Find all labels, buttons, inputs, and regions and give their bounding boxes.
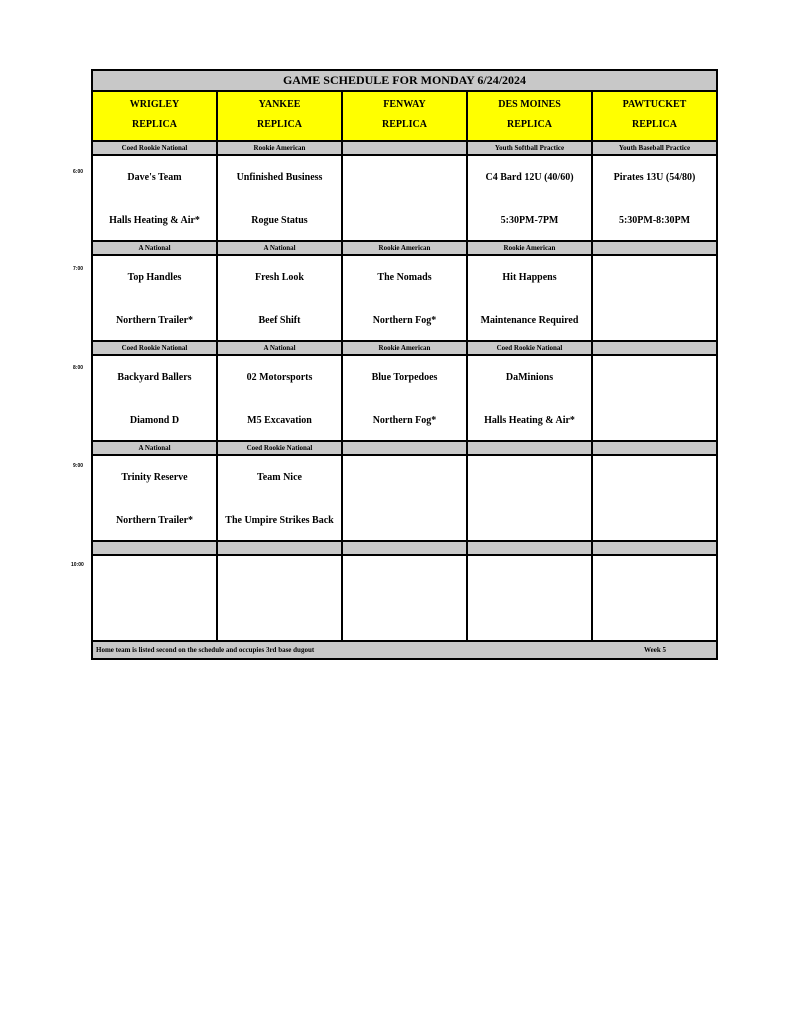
home-team: Halls Heating & Air* xyxy=(484,415,575,426)
field-name: WRIGLEY xyxy=(129,99,180,110)
division-label: A National xyxy=(93,442,218,454)
game-cell xyxy=(343,356,468,440)
away-team: Hit Happens xyxy=(502,272,557,283)
division-label: Rookie American xyxy=(468,242,593,254)
game-cell xyxy=(468,156,593,240)
game-cell xyxy=(593,156,716,240)
division-label xyxy=(218,542,343,554)
schedule-table xyxy=(91,69,718,660)
game-cell xyxy=(343,556,468,640)
game-cell xyxy=(218,456,343,540)
division-row xyxy=(93,542,716,556)
division-label xyxy=(593,242,716,254)
division-label xyxy=(343,142,468,154)
division-label xyxy=(93,542,218,554)
game-cell xyxy=(593,456,716,540)
away-team: Dave's Team xyxy=(127,172,182,183)
division-label xyxy=(343,442,468,454)
away-team: 02 Motorsports xyxy=(246,372,313,383)
game-row xyxy=(93,356,716,442)
home-team: Northern Trailer* xyxy=(115,315,194,326)
division-row xyxy=(93,142,716,156)
game-cell xyxy=(468,356,593,440)
game-cell xyxy=(593,256,716,340)
field-name: DES MOINES xyxy=(498,99,561,110)
time-label: 6:00 xyxy=(73,169,84,175)
home-team: Northern Fog* xyxy=(372,315,437,326)
home-team: Diamond D xyxy=(129,415,180,426)
field-header-pawtucket xyxy=(593,92,716,140)
field-header-fenway xyxy=(343,92,468,140)
division-label xyxy=(593,442,716,454)
division-label: Rookie American xyxy=(343,242,468,254)
home-team: The Umpire Strikes Back xyxy=(225,515,334,526)
field-type: REPLICA xyxy=(256,119,302,130)
game-cell xyxy=(343,456,468,540)
away-team: The Nomads xyxy=(377,272,432,283)
home-team: Maintenance Required xyxy=(480,315,579,326)
away-team: Unfinished Business xyxy=(236,172,323,183)
game-cell xyxy=(343,256,468,340)
away-team: DaMinions xyxy=(505,372,554,383)
home-team: Halls Heating & Air* xyxy=(109,215,200,226)
game-row xyxy=(93,456,716,542)
division-row xyxy=(93,342,716,356)
game-cell xyxy=(593,556,716,640)
game-row xyxy=(93,256,716,342)
field-name: PAWTUCKET xyxy=(622,99,687,110)
time-label: 10:00 xyxy=(71,562,84,568)
home-team: Northern Trailer* xyxy=(115,515,194,526)
away-team: Team Nice xyxy=(257,472,302,483)
home-team: Northern Fog* xyxy=(372,415,437,426)
field-header-row xyxy=(93,92,716,142)
division-label: A National xyxy=(93,242,218,254)
division-label xyxy=(593,542,716,554)
week-label: Week 5 xyxy=(644,646,666,654)
game-cell xyxy=(93,556,218,640)
game-cell xyxy=(343,156,468,240)
game-cell xyxy=(93,256,218,340)
time-label: 8:00 xyxy=(73,365,84,371)
game-cell xyxy=(218,156,343,240)
time-label: 9:00 xyxy=(73,463,84,469)
field-type: REPLICA xyxy=(631,119,677,130)
field-type: REPLICA xyxy=(131,119,177,130)
footer-row xyxy=(93,642,716,658)
division-label: Rookie American xyxy=(343,342,468,354)
game-cell xyxy=(468,556,593,640)
division-label: Coed Rookie National xyxy=(218,442,343,454)
division-row xyxy=(93,242,716,256)
time-label: 7:00 xyxy=(73,266,84,272)
away-team: Fresh Look xyxy=(255,272,304,283)
game-row xyxy=(93,156,716,242)
game-cell xyxy=(218,356,343,440)
home-team: Rogue Status xyxy=(251,215,308,226)
division-row xyxy=(93,442,716,456)
game-row xyxy=(93,556,716,642)
game-cell xyxy=(468,256,593,340)
division-label: A National xyxy=(218,342,343,354)
game-cell xyxy=(218,256,343,340)
game-cell xyxy=(218,556,343,640)
field-name: FENWAY xyxy=(383,99,426,110)
field-type: REPLICA xyxy=(506,119,552,130)
division-label xyxy=(468,542,593,554)
away-team: Top Handles xyxy=(127,272,182,283)
field-header-wrigley xyxy=(93,92,218,140)
division-label xyxy=(593,342,716,354)
away-team: Pirates 13U (54/80) xyxy=(613,172,696,183)
division-label: Coed Rookie National xyxy=(93,342,218,354)
division-label: A National xyxy=(218,242,343,254)
away-team: Blue Torpedoes xyxy=(371,372,438,383)
division-label xyxy=(468,442,593,454)
game-cell xyxy=(93,156,218,240)
field-header-des-moines xyxy=(468,92,593,140)
division-label: Coed Rookie National xyxy=(93,142,218,154)
home-team: 5:30PM-7PM xyxy=(500,215,559,226)
field-header-yankee xyxy=(218,92,343,140)
schedule-title: GAME SCHEDULE FOR MONDAY 6/24/2024 xyxy=(93,71,716,92)
division-label: Rookie American xyxy=(218,142,343,154)
home-team: Beef Shift xyxy=(258,315,301,326)
field-type: REPLICA xyxy=(381,119,427,130)
home-team: 5:30PM-8:30PM xyxy=(618,215,691,226)
game-cell xyxy=(593,356,716,440)
time-slots xyxy=(93,142,716,642)
home-team-note: Home team is listed second on the schedule and occupies 3rd base dugout xyxy=(96,646,315,654)
away-team: Trinity Reserve xyxy=(121,472,188,483)
division-label: Youth Baseball Practice xyxy=(618,144,691,152)
away-team: Backyard Ballers xyxy=(117,372,192,383)
home-team: M5 Excavation xyxy=(247,415,312,426)
division-label: Youth Softball Practice xyxy=(468,142,593,154)
division-label xyxy=(343,542,468,554)
away-team: C4 Bard 12U (40/60) xyxy=(485,172,574,183)
game-cell xyxy=(93,456,218,540)
game-cell xyxy=(468,456,593,540)
division-label: Coed Rookie National xyxy=(468,342,593,354)
game-cell xyxy=(93,356,218,440)
field-name: YANKEE xyxy=(258,99,301,110)
